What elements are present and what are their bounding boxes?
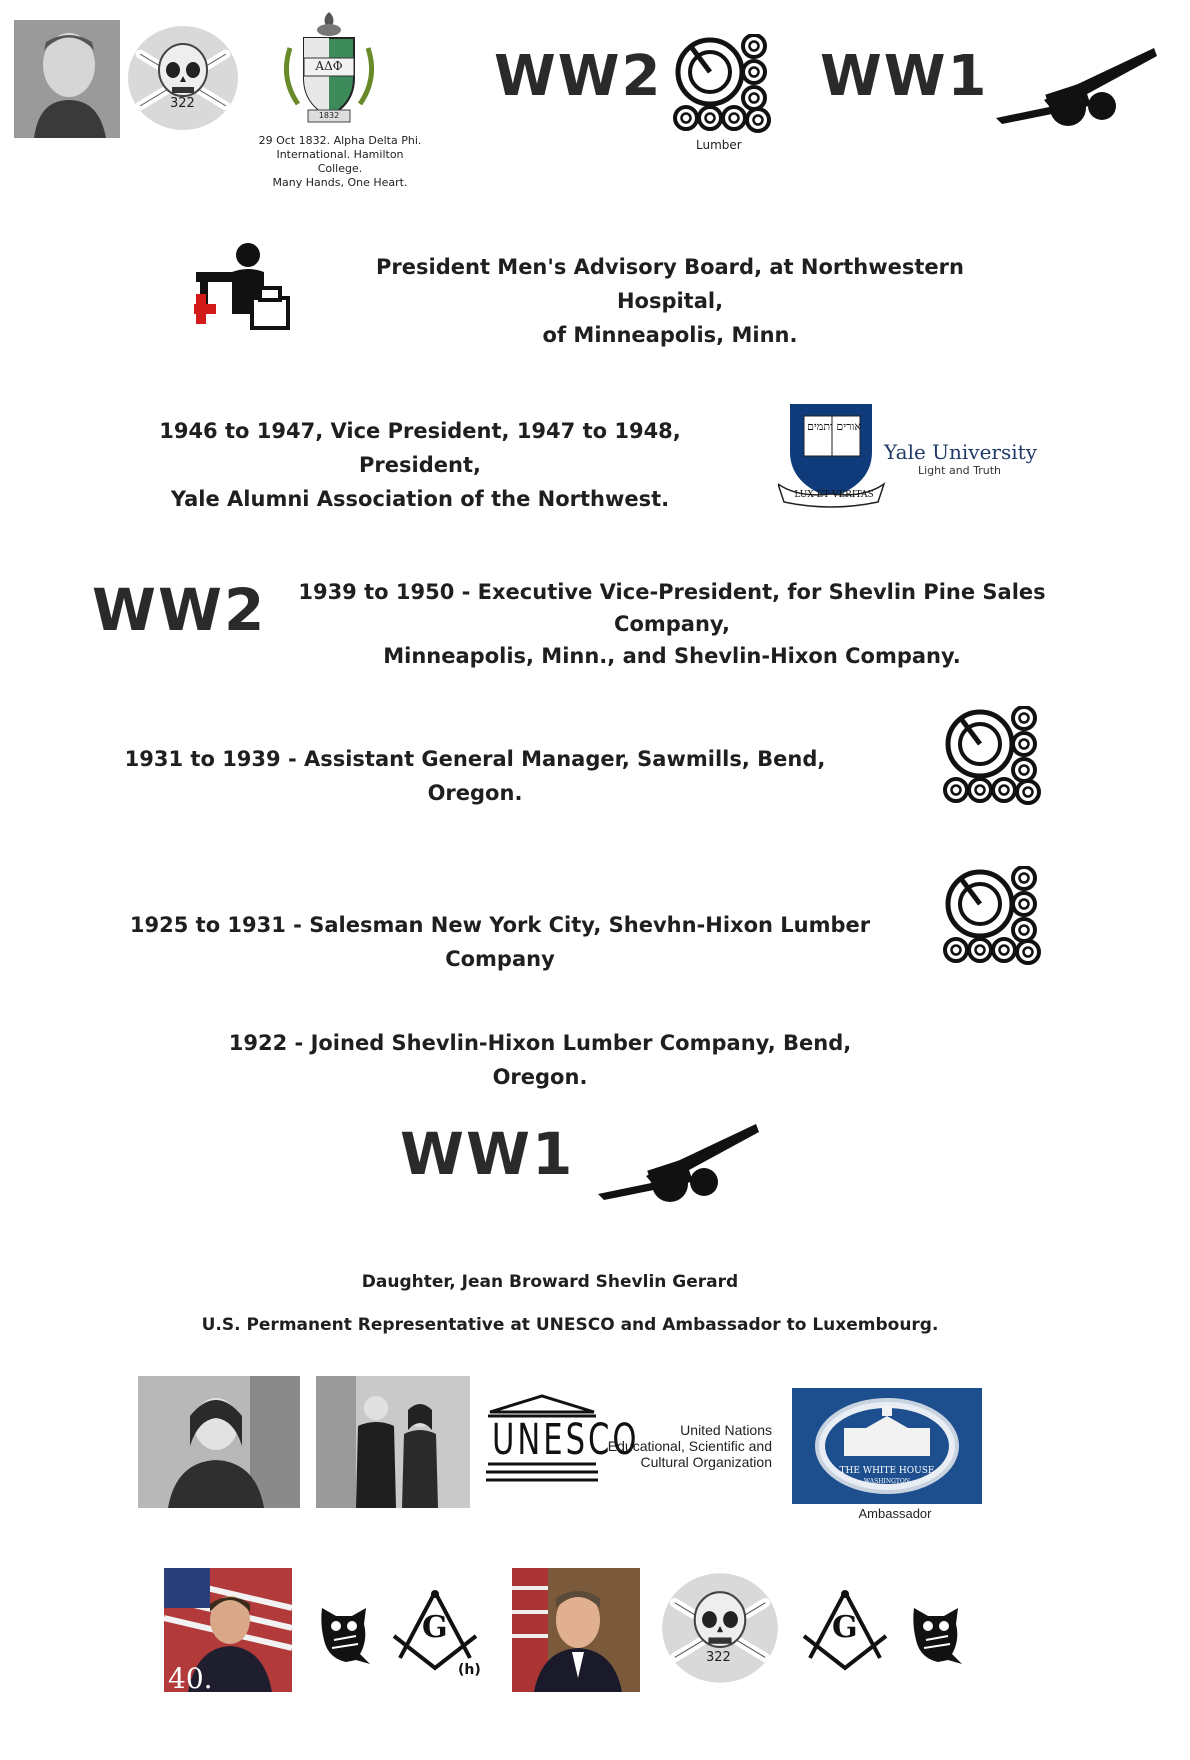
sawmills-line: 1931 to 1939 - Assistant General Manager, Sawmills, Bend, Oregon. — [124, 747, 826, 805]
fraternity-caption-line: International. Hamilton College. — [276, 148, 404, 175]
unesco-desc-line: Cultural Organization — [640, 1454, 772, 1470]
yale-logo-tagline: Light and Truth — [918, 464, 1002, 477]
crest-letters: ΑΔΦ — [315, 59, 343, 73]
unesco-description — [600, 1422, 772, 1470]
lumber-icon — [942, 866, 1042, 966]
portrait-photo — [14, 20, 120, 138]
fraternity-caption-line: 29 Oct 1832. Alpha Delta Phi. — [258, 134, 422, 147]
jean-portrait-photo — [138, 1376, 300, 1508]
ww2-label: WW2 — [494, 44, 663, 109]
unesco-desc-line: Educational, Scientific and — [607, 1438, 772, 1454]
yale-motto: LUX ET VERITAS — [794, 490, 874, 500]
advisory-line: President Men's Advisory Board, at Northwestern Hospital, — [376, 255, 964, 313]
ambassador-caption: Ambassador — [858, 1506, 932, 1521]
yale-hebrew: אורים ותמים — [807, 420, 861, 433]
hospital-board-icon — [194, 242, 294, 330]
unesco-desc-line: United Nations — [680, 1422, 772, 1438]
exec-line: 1939 to 1950 - Executive Vice-President, for Shevlin Pine Sales Company, — [298, 580, 1046, 636]
masonic-g-letter: G — [832, 1610, 858, 1645]
yale-line: Yale Alumni Association of the Northwest. — [170, 487, 670, 511]
yale-text — [110, 414, 730, 516]
white-house-seal-text: THE WHITE HOUSE — [839, 1466, 935, 1476]
advisory-text — [320, 250, 1020, 352]
cannon-icon — [994, 42, 1158, 128]
fraternity-caption — [258, 134, 422, 190]
yale-line: 1946 to 1947, Vice President, 1947 to 1948, President, — [159, 419, 681, 477]
unesco-wordmark: UNESCO — [492, 1415, 640, 1465]
owl-icon — [908, 1602, 966, 1666]
skull-number-bottom: 322 — [706, 1650, 731, 1665]
unesco-role-line: U.S. Permanent Representative at UNESCO and Ambassador to Luxembourg. — [201, 1315, 939, 1335]
reagan-meeting-photo — [316, 1376, 470, 1508]
cannon-icon — [596, 1118, 760, 1204]
exec-text — [272, 576, 1072, 672]
fraternity-caption-line: Many Hands, One Heart. — [272, 176, 408, 189]
exec-line: Minneapolis, Minn., and Shevlin-Hixon Company. — [383, 644, 961, 668]
ww2-label-exec: WW2 — [92, 576, 267, 644]
ww1-label: WW1 — [820, 44, 989, 109]
skull-and-bones-icon — [660, 1570, 780, 1686]
white-house-badge — [792, 1388, 982, 1504]
ww1-label-section: WW1 — [400, 1120, 575, 1188]
daughter-line: Daughter, Jean Broward Shevlin Gerard — [361, 1272, 739, 1292]
owl-icon — [316, 1602, 374, 1666]
joined-line: 1922 - Joined Shevlin-Hixon Lumber Company, Bend, Oregon. — [228, 1031, 852, 1089]
lumber-icon — [942, 706, 1042, 806]
salesman-line: 1925 to 1931 - Salesman New York City, Shevhn-Hixon Lumber Company — [129, 913, 871, 971]
bush-portrait-photo — [512, 1568, 640, 1692]
skull-and-bones-icon — [126, 24, 240, 132]
lumber-caption: Lumber — [696, 138, 742, 152]
h-mark: (h) — [458, 1662, 481, 1678]
president-number: 40. — [168, 1662, 213, 1695]
lumber-icon — [672, 34, 772, 134]
white-house-seal-sub: WASHINGTON — [863, 1478, 911, 1485]
skull-number: 322 — [170, 96, 195, 111]
masonic-g-letter: G — [422, 1610, 448, 1645]
advisory-line: of Minneapolis, Minn. — [542, 323, 798, 347]
yale-logo-name: Yale University — [884, 440, 1037, 464]
crest-year: 1832 — [318, 111, 340, 120]
